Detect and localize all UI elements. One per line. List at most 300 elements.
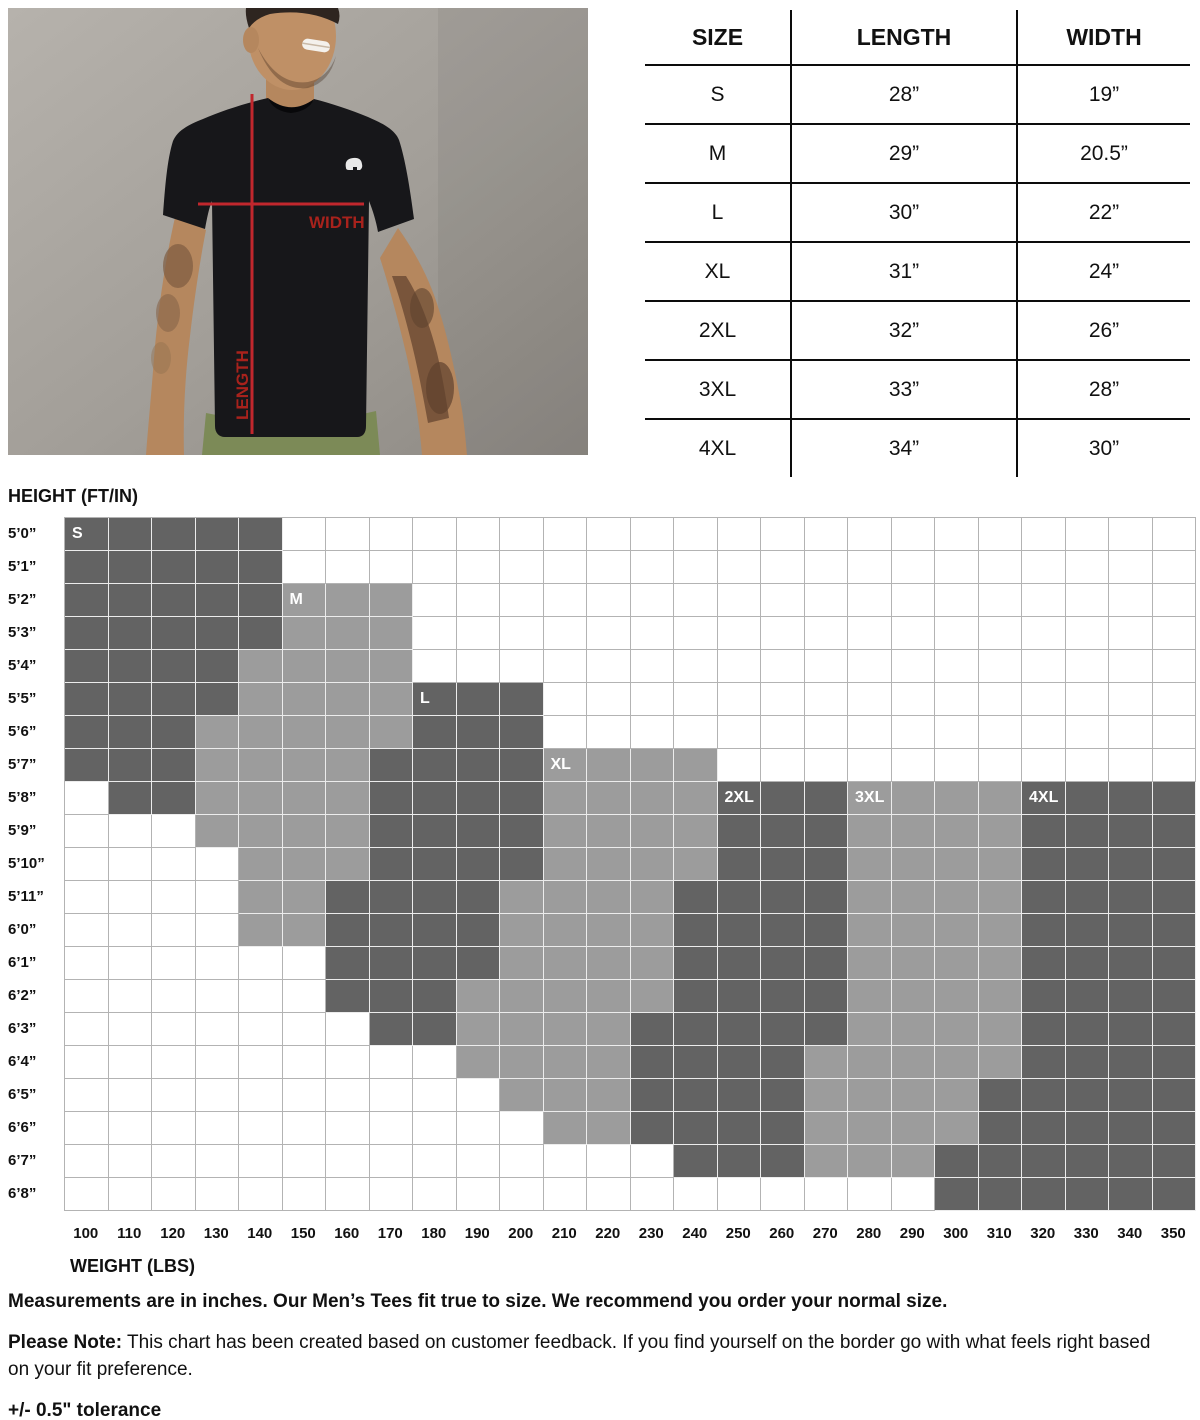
grid-cell (587, 1079, 631, 1112)
grid-cell (631, 815, 675, 848)
please-note-text: This chart has been created based on customer feedback. If you find yourself on the border go with what feels right based on your fit preference. (8, 1332, 1151, 1380)
grid-cell (196, 1046, 240, 1079)
grid-cell (1153, 947, 1197, 980)
grid-cell (718, 749, 762, 782)
grid-cell (718, 1046, 762, 1079)
grid-cell (370, 947, 414, 980)
grid-cell (979, 617, 1023, 650)
grid-cell (196, 815, 240, 848)
grid-cell (892, 1178, 936, 1211)
height-label: 5’7” (8, 756, 37, 773)
width-label: WIDTH (309, 213, 365, 232)
grid-cell (761, 947, 805, 980)
grid-cell (674, 782, 718, 815)
grid-cell (500, 683, 544, 716)
grid-cell (196, 650, 240, 683)
grid-cell (500, 1013, 544, 1046)
grid-cell (805, 1079, 849, 1112)
size-table-cell: 4XL (698, 436, 737, 460)
grid-cell (1022, 914, 1066, 947)
grid-cell (326, 980, 370, 1013)
grid-cell (544, 947, 588, 980)
height-label: 6’8” (8, 1185, 37, 1202)
grid-cell (196, 683, 240, 716)
grid-cell (1153, 782, 1197, 815)
grid-cell (1109, 1079, 1153, 1112)
grid-cell (370, 815, 414, 848)
grid-cell (718, 1145, 762, 1178)
grid-cell (196, 749, 240, 782)
grid-cell (935, 947, 979, 980)
weight-label: 120 (160, 1225, 186, 1242)
grid-cell (370, 749, 414, 782)
weight-label: 270 (812, 1225, 838, 1242)
grid-cell (326, 1178, 370, 1211)
grid-cell (196, 1178, 240, 1211)
grid-cell (761, 1178, 805, 1211)
grid-cell (65, 980, 109, 1013)
size-table-cell: 30” (1016, 420, 1190, 477)
notes (8, 1288, 1158, 1420)
grid-cell (457, 518, 501, 551)
grid-cell (1066, 683, 1110, 716)
grid-cell (196, 848, 240, 881)
grid-cell (892, 980, 936, 1013)
grid-cell (1022, 617, 1066, 650)
grid-cell (239, 1079, 283, 1112)
grid-cell (805, 1112, 849, 1145)
grid-cell (1109, 881, 1153, 914)
grid-cell (326, 584, 370, 617)
grid-cell (326, 1046, 370, 1079)
grid-cell (65, 1178, 109, 1211)
grid-cell (413, 815, 457, 848)
weight-label: 320 (1030, 1225, 1056, 1242)
grid-cell (152, 716, 196, 749)
weight-label: 160 (334, 1225, 360, 1242)
grid-cell (674, 947, 718, 980)
grid-cell (631, 914, 675, 947)
grid-cell (239, 1112, 283, 1145)
weight-label: 130 (203, 1225, 229, 1242)
grid-cell (892, 518, 936, 551)
grid-cell (631, 782, 675, 815)
grid-cell (892, 1112, 936, 1145)
grid-cell (152, 848, 196, 881)
grid-cell (1153, 815, 1197, 848)
grid-cell (979, 584, 1023, 617)
weight-label: 250 (725, 1225, 751, 1242)
size-table-cell: 30” (790, 184, 1016, 243)
grid-cell (544, 650, 588, 683)
grid-cell (326, 650, 370, 683)
grid-cell (326, 782, 370, 815)
grid-cell (457, 617, 501, 650)
grid-cell (848, 914, 892, 947)
grid-cell (935, 716, 979, 749)
grid-cell (631, 683, 675, 716)
grid-cell (370, 980, 414, 1013)
grid-cell (1066, 947, 1110, 980)
grid-cell (1153, 1178, 1197, 1211)
grid-cell (413, 1046, 457, 1079)
grid-cell (326, 1013, 370, 1046)
grid-cell (109, 716, 153, 749)
grid-cell (674, 914, 718, 947)
grid-cell (413, 584, 457, 617)
grid-cell (935, 683, 979, 716)
grid-cell (935, 518, 979, 551)
grid-cell (935, 617, 979, 650)
grid-cell (196, 980, 240, 1013)
grid-cell (239, 815, 283, 848)
height-label: 5’2” (8, 591, 37, 608)
size-table-cell: 3XL (645, 361, 790, 420)
grid-cell (65, 881, 109, 914)
grid-cell (805, 947, 849, 980)
grid-cell (848, 881, 892, 914)
grid-cell (370, 683, 414, 716)
grid-cell (544, 980, 588, 1013)
grid-cell (500, 1112, 544, 1145)
grid-cell (196, 584, 240, 617)
grid-cell (544, 1145, 588, 1178)
grid-cell (65, 1112, 109, 1145)
grid-cell (196, 881, 240, 914)
grid-cell (457, 881, 501, 914)
grid-cell (109, 1145, 153, 1178)
grid-cell (1022, 551, 1066, 584)
grid-cell (239, 683, 283, 716)
grid-cell (326, 1112, 370, 1145)
grid-cell (892, 749, 936, 782)
grid-cell (1022, 1079, 1066, 1112)
weight-label: 340 (1117, 1225, 1143, 1242)
wall-shadow (438, 8, 588, 455)
grid-cell (65, 650, 109, 683)
grid-cell (935, 749, 979, 782)
grid-cell (544, 584, 588, 617)
grid-cell (979, 815, 1023, 848)
grid-cell (848, 848, 892, 881)
grid-cell (1153, 518, 1197, 551)
grid-size-label: 4XL (1029, 789, 1059, 806)
grid-cell (239, 1013, 283, 1046)
grid-cell (457, 848, 501, 881)
grid-cell (848, 1178, 892, 1211)
grid-cell (892, 947, 936, 980)
grid-cell (805, 914, 849, 947)
grid-cell (239, 1046, 283, 1079)
grid-cell (413, 518, 457, 551)
grid-cell (370, 1046, 414, 1079)
grid-cell (979, 1112, 1023, 1145)
grid-cell (892, 1079, 936, 1112)
grid-cell (935, 914, 979, 947)
grid-cell (979, 716, 1023, 749)
grid-cell (1153, 584, 1197, 617)
grid-cell (848, 1112, 892, 1145)
grid-cell (457, 1046, 501, 1079)
grid-cell (761, 617, 805, 650)
grid-cell (892, 617, 936, 650)
grid-cell (152, 1178, 196, 1211)
grid-cell (979, 650, 1023, 683)
grid-cell (239, 749, 283, 782)
height-label: 6’3” (8, 1020, 37, 1037)
grid-cell (718, 914, 762, 947)
grid-cell (587, 617, 631, 650)
grid-cell (326, 716, 370, 749)
grid-cell (196, 914, 240, 947)
grid-cell (109, 1013, 153, 1046)
grid-cell (65, 848, 109, 881)
grid-cell (587, 980, 631, 1013)
weight-label: 350 (1160, 1225, 1186, 1242)
grid-cell (1066, 518, 1110, 551)
grid-cell (457, 914, 501, 947)
grid-cell (674, 551, 718, 584)
grid-cell (196, 1145, 240, 1178)
grid-cell (544, 1013, 588, 1046)
grid-cell (413, 716, 457, 749)
grid-cell (848, 1046, 892, 1079)
grid-cell (718, 551, 762, 584)
grid-cell (65, 1079, 109, 1112)
grid-cell (587, 1013, 631, 1046)
grid-cell (544, 617, 588, 650)
grid-cell (892, 1145, 936, 1178)
ear (243, 27, 259, 53)
grid-cell (326, 947, 370, 980)
grid-cell (1022, 650, 1066, 683)
grid-cell (544, 1178, 588, 1211)
grid-cell (457, 716, 501, 749)
grid-cell (805, 650, 849, 683)
grid-cell (587, 551, 631, 584)
grid-cell (935, 848, 979, 881)
weight-axis-ticks (64, 1224, 1195, 1244)
grid-cell (848, 980, 892, 1013)
grid-cell (65, 1145, 109, 1178)
grid-cell (370, 881, 414, 914)
grid-cell (283, 1112, 327, 1145)
grid-cell (674, 1178, 718, 1211)
grid-cell (1153, 1112, 1197, 1145)
grid-cell (1022, 980, 1066, 1013)
grid-cell (152, 782, 196, 815)
grid-cell (761, 1112, 805, 1145)
grid-cell (370, 782, 414, 815)
grid-size-label: M (289, 591, 303, 608)
grid-cell (500, 1079, 544, 1112)
grid-cell (109, 683, 153, 716)
grid-cell (413, 914, 457, 947)
grid-cell (631, 1079, 675, 1112)
grid-cell (500, 848, 544, 881)
grid-cell (1153, 749, 1197, 782)
grid-cell (65, 914, 109, 947)
grid-cell (413, 650, 457, 683)
grid-cell (1109, 815, 1153, 848)
grid-cell (500, 1046, 544, 1079)
grid-cell (152, 1079, 196, 1112)
grid-cell (1153, 650, 1197, 683)
weight-label: 110 (117, 1225, 142, 1242)
weight-label: 170 (377, 1225, 403, 1242)
grid-cell (587, 815, 631, 848)
grid-cell (631, 1178, 675, 1211)
grid-cell (196, 551, 240, 584)
grid-cell (587, 683, 631, 716)
grid-cell (370, 650, 414, 683)
grid-cell (674, 1112, 718, 1145)
grid-cell (109, 815, 153, 848)
grid-cell (1109, 1178, 1153, 1211)
grid-cell (239, 1178, 283, 1211)
grid-cell (718, 1079, 762, 1112)
grid-cell (1066, 1046, 1110, 1079)
height-label: 5’10” (8, 855, 45, 872)
grid-cell (109, 782, 153, 815)
grid-cell (1153, 1013, 1197, 1046)
grid-cell (457, 782, 501, 815)
grid-cell (1153, 716, 1197, 749)
size-table-cell: L (645, 184, 790, 243)
grid-cell (413, 980, 457, 1013)
grid-cell (457, 1013, 501, 1046)
size-table-header: LENGTH (790, 10, 1016, 66)
grid-cell (500, 716, 544, 749)
grid-cell (65, 617, 109, 650)
grid-cell (1066, 650, 1110, 683)
grid-cell (544, 518, 588, 551)
size-table-cell: 26” (1016, 302, 1190, 361)
grid-cell (370, 551, 414, 584)
height-label: 6’4” (8, 1053, 37, 1070)
grid-cell (805, 1046, 849, 1079)
grid-cell (152, 947, 196, 980)
grid-cell (65, 1013, 109, 1046)
height-label: 5’9” (8, 822, 37, 839)
grid-cell (500, 650, 544, 683)
grid-cell (239, 914, 283, 947)
grid-cell (674, 749, 718, 782)
grid-cell (457, 650, 501, 683)
grid-size-label: L (420, 690, 430, 707)
height-label: 5’11” (8, 888, 44, 905)
grid-cell (1109, 980, 1153, 1013)
grid-cell (65, 584, 109, 617)
grid-cell (848, 947, 892, 980)
size-table-cell: 2XL (645, 302, 790, 361)
grid-cell (1022, 1178, 1066, 1211)
grid-cell (544, 716, 588, 749)
grid-cell (1066, 584, 1110, 617)
grid-cell (326, 1079, 370, 1112)
grid-cell (544, 1112, 588, 1145)
grid-cell (587, 881, 631, 914)
grid-cell (935, 1145, 979, 1178)
grid-cell (283, 551, 327, 584)
grid-cell (587, 518, 631, 551)
grid-cell (544, 1046, 588, 1079)
grid-cell (544, 683, 588, 716)
size-table-cell: S (645, 66, 790, 125)
size-table-cell: 29” (790, 125, 1016, 184)
grid-cell (1109, 617, 1153, 650)
grid-cell (500, 617, 544, 650)
weight-label: 300 (943, 1225, 969, 1242)
grid-cell (1022, 1046, 1066, 1079)
grid-cell (65, 782, 109, 815)
grid-cell (283, 749, 327, 782)
grid-cell (152, 1046, 196, 1079)
grid-cell (1022, 815, 1066, 848)
grid-cell (631, 716, 675, 749)
grid-cell (413, 1013, 457, 1046)
grid-cell (239, 617, 283, 650)
grid-cell (413, 881, 457, 914)
grid-cell (1066, 716, 1110, 749)
grid-cell (674, 584, 718, 617)
weight-label: 220 (595, 1225, 621, 1242)
grid-size-label: XL (550, 756, 571, 773)
weight-label: 230 (638, 1225, 664, 1242)
grid-cell (718, 716, 762, 749)
grid-cell (674, 683, 718, 716)
grid-cell (370, 617, 414, 650)
grid-cell (370, 1112, 414, 1145)
grid-cell (413, 617, 457, 650)
grid-cell (1109, 683, 1153, 716)
grid-cell (805, 881, 849, 914)
size-table-cell: 32” (790, 302, 1016, 361)
grid-cell (457, 1112, 501, 1145)
grid-cell (718, 1013, 762, 1046)
grid-cell (761, 650, 805, 683)
height-label: 6’5” (8, 1086, 37, 1103)
grid-cell (283, 716, 327, 749)
grid-cell (935, 1178, 979, 1211)
grid-cell (1109, 551, 1153, 584)
grid-cell (718, 617, 762, 650)
weight-label: 150 (290, 1225, 316, 1242)
grid-cell (892, 716, 936, 749)
grid-cell (935, 815, 979, 848)
grid-cell (457, 551, 501, 584)
grid-cell (109, 584, 153, 617)
grid-cell (1066, 749, 1110, 782)
size-table-cell: 28” (1016, 361, 1190, 420)
size-table-cell: 20.5” (1016, 125, 1190, 184)
weight-label: 190 (464, 1225, 490, 1242)
grid-cell (631, 1112, 675, 1145)
grid-cell (109, 980, 153, 1013)
grid-cell (1066, 914, 1110, 947)
grid-cell (979, 518, 1023, 551)
grid-cell (718, 980, 762, 1013)
grid-cell (283, 650, 327, 683)
grid-cell (718, 584, 762, 617)
grid-cell (500, 914, 544, 947)
grid-cell (413, 1145, 457, 1178)
grid-cell (979, 947, 1023, 980)
weight-label: 260 (769, 1225, 795, 1242)
grid-cell (152, 518, 196, 551)
grid-cell (1022, 584, 1066, 617)
grid-cell (65, 947, 109, 980)
